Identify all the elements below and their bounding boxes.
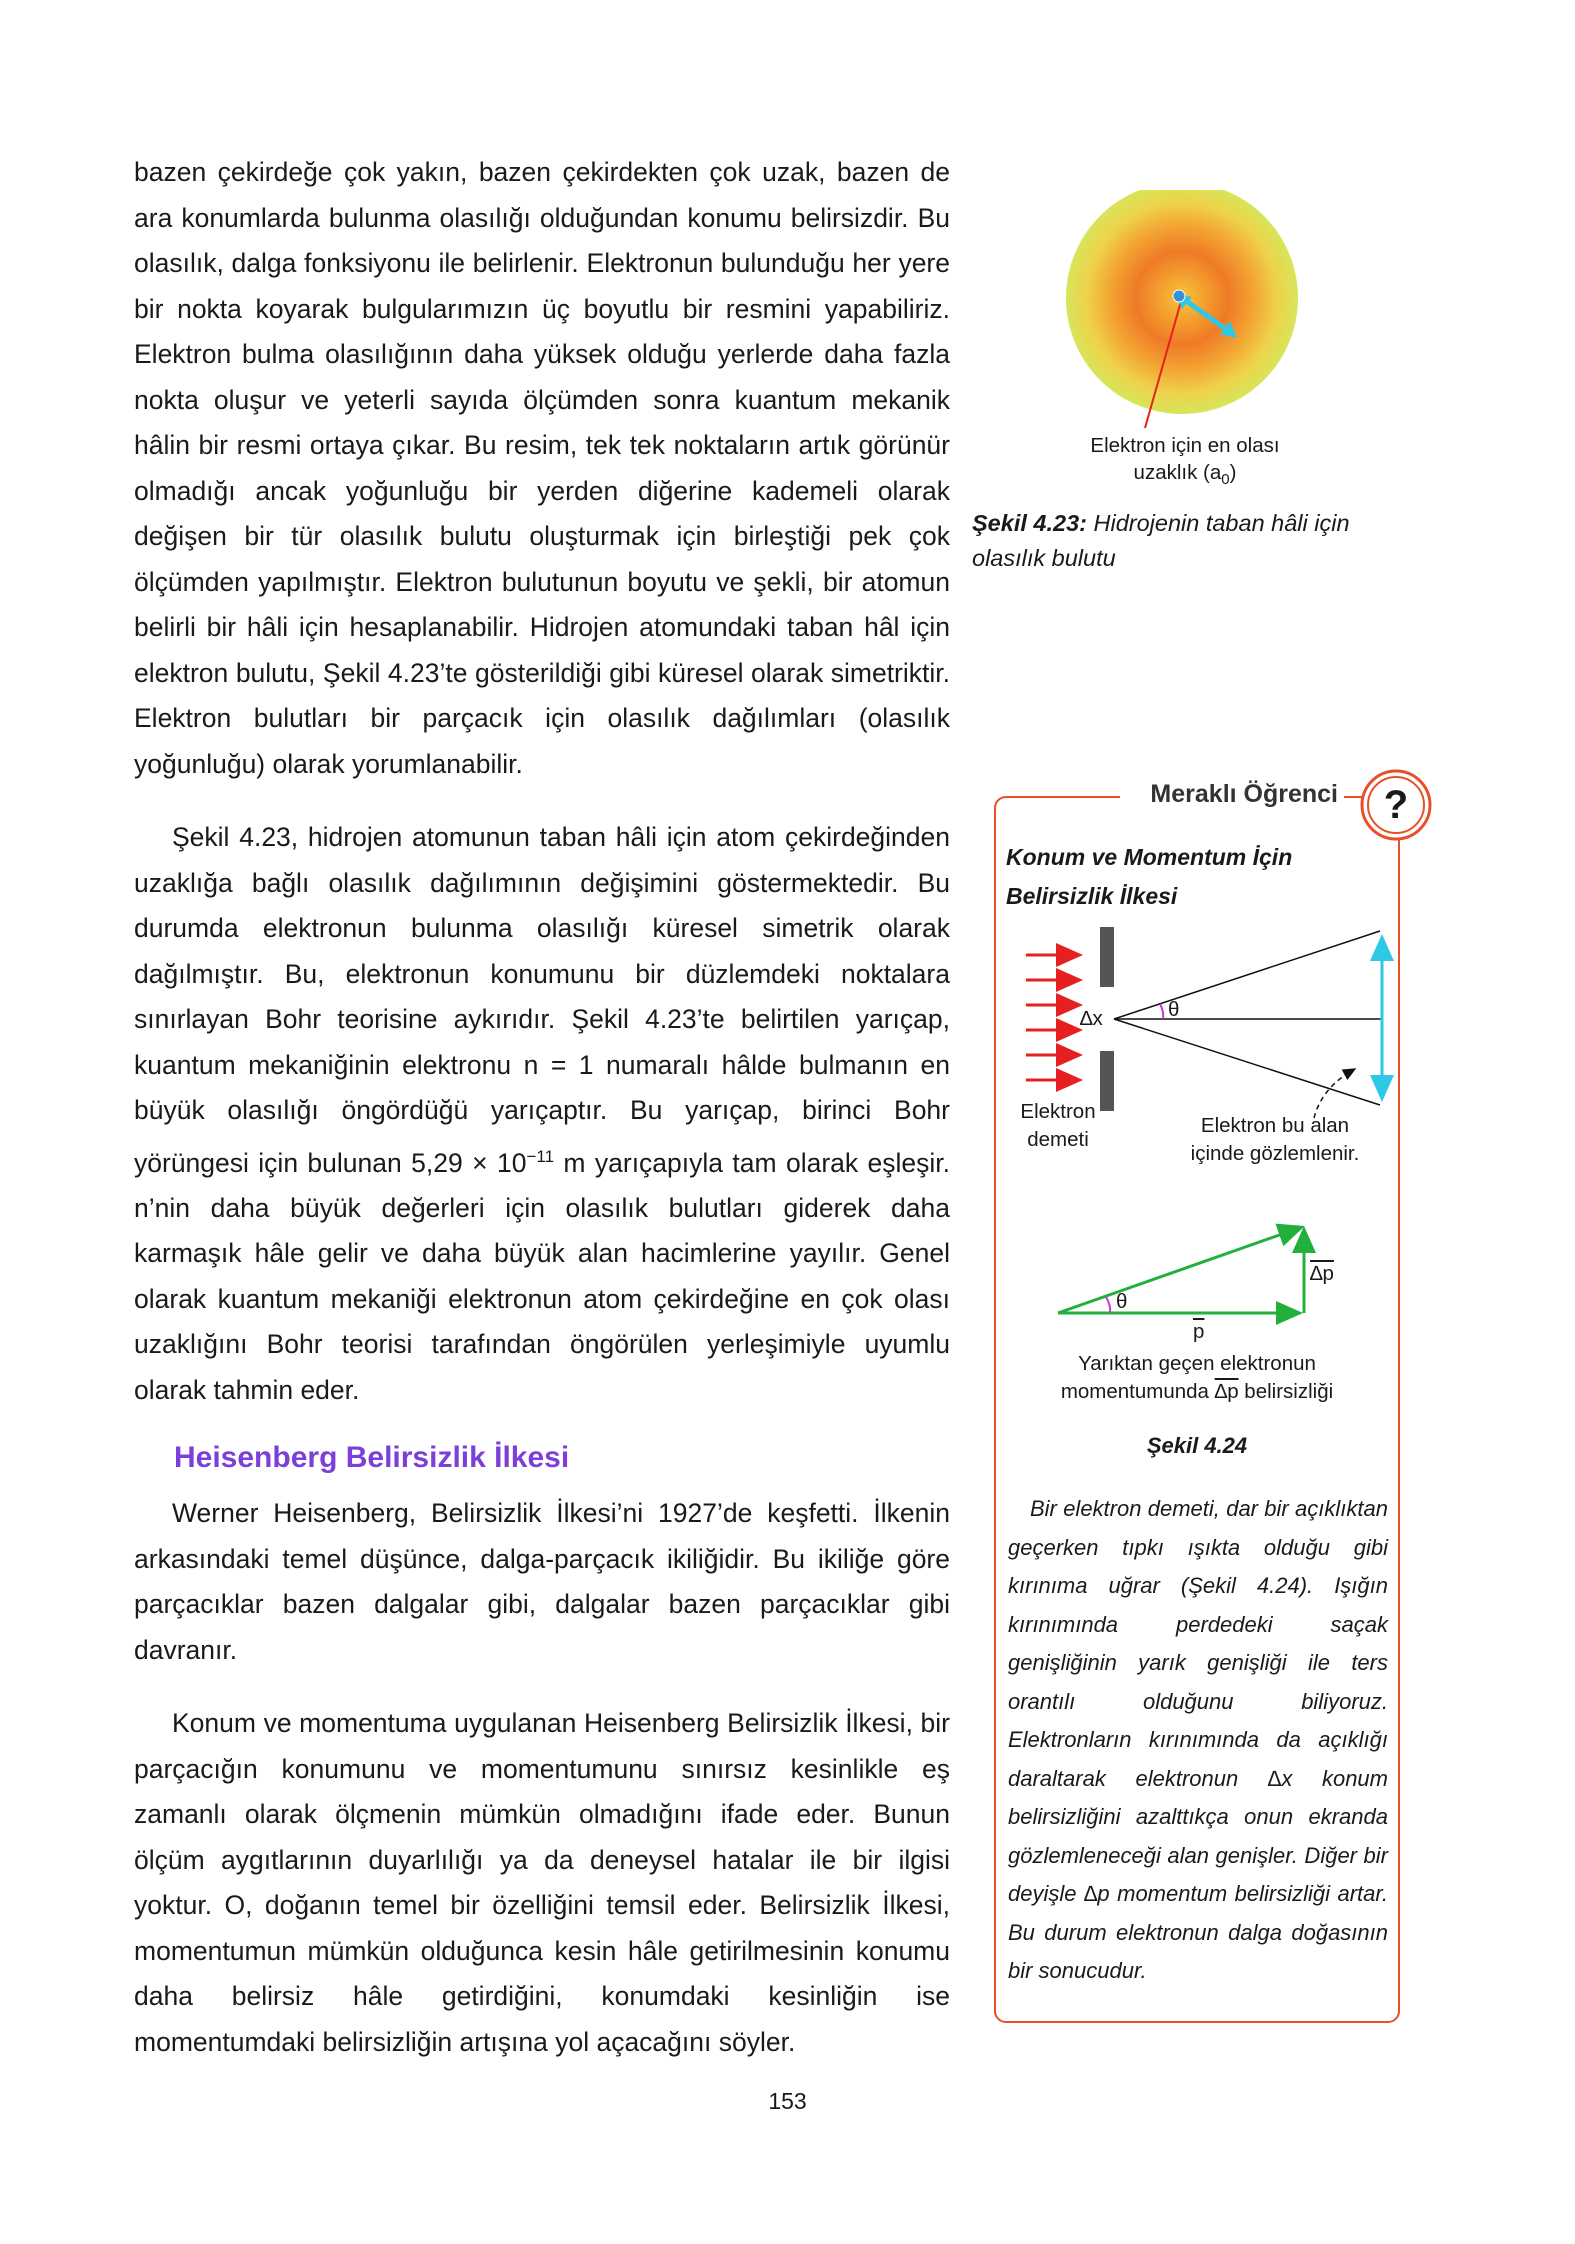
page-number: 153 xyxy=(768,2088,807,2114)
beam-line-1: Elektron xyxy=(1020,1100,1096,1123)
caption-number: Şekil 4.23: xyxy=(972,510,1087,536)
question-mark-glyph: ? xyxy=(1383,783,1409,827)
momentum-caption xyxy=(994,1350,1400,1406)
label-subscript: 0 xyxy=(1221,471,1230,489)
label-close: ) xyxy=(1229,461,1237,484)
p-label: $\overline{p}$ xyxy=(1193,1320,1205,1343)
slit-upper-wall xyxy=(1100,927,1114,987)
body-paragraph-2-part-b: m yarıçapıyla tam olarak eşleşir. n’nin daha büyük değerleri için olasılık bulutları giderek daha karmaşık hâle gelir ve daha büyük alan hacimlerine yayılır. Genel olarak kuantum mekaniği elektronun atom çekirdeğine en çok olası uzaklığını Bohr teorisi tarafından öngörülen yerleşimiyle uyumlu olarak tahmin eder. xyxy=(134,1147,951,1405)
body-paragraph-2 xyxy=(134,815,950,1413)
diffraction-lower-line xyxy=(1114,1019,1380,1105)
momentum-line-2-post: belirsizliği xyxy=(1238,1380,1334,1403)
delta-x-label: ∆x xyxy=(1080,1007,1103,1030)
exponent: −11 xyxy=(526,1146,555,1166)
subtitle-line-1: Konum ve Momentum İçin xyxy=(1006,844,1293,870)
label-line-1: Elektron için en olası xyxy=(1090,434,1280,457)
figure-4-24-caption: Şekil 4.24 xyxy=(1146,1433,1248,1458)
label-line-2-text: uzaklık (a xyxy=(1133,461,1222,484)
body-paragraph-1: bazen çekirdeğe çok yakın, bazen çekirdekten çok uzak, bazen de ara konumlarda bulunma olasılığı olduğundan konumu belirsizdir. Bu olasılık, dalga fonksiyonu ile belirlenir. Elektronun bulunduğu her yere bir nokta koyarak bulgularımızın üç boyutlu bir resmini yapabiliriz. Elektron bulma olasılığının daha yüksek olduğu yerlerde daha fazla nokta oluşur ve yeterli sayıda ölçümden sonra kuantum mekanik hâlin bir resmi ortaya çıkar. Bu resim, tek tek noktaların artık görünür olmadığı ancak yoğunluğu bir yerden diğerine kademeli olarak değişen bir tür olasılık bulutu oluşturmak için birleştiği pek çok ölçümden yapılmıştır. Elektron bulutunun boyutu ve şekli, bir atomun belirli bir hâli için hesaplanabilir. Hidrojen atomundaki taban hâl için elektron bulutu, Şekil 4.23’te gösterildiği gibi küresel olarak simetriktir. Elektron bulutları bir parçacık için olasılık dağılımları (olasılık yoğunluğu) olarak yorumlanabilir. xyxy=(134,157,950,779)
momentum-line-2-pre: momentumunda xyxy=(1060,1380,1215,1403)
region-line-2: içinde gözlemlenir. xyxy=(1190,1142,1360,1165)
question-mark-icon xyxy=(1358,767,1434,843)
theta-arc-small xyxy=(1106,1297,1110,1313)
subtitle-line-2: Belirsizlik İlkesi xyxy=(1006,883,1178,909)
curved-pointer-arrow xyxy=(1314,1069,1355,1118)
diffraction-upper-line xyxy=(1114,931,1380,1019)
body-paragraph-3: Werner Heisenberg, Belirsizlik İlkesi’ni 1927’de keşfetti. İlkenin arkasındaki temel düşünce, dalga-parçacık ikiliğidir. Bu ikiliğe göre parçacıklar bazen dalgalar gibi, dalgalar bazen parçacıklar gibi davranır. xyxy=(134,1498,950,1665)
main-text-column xyxy=(134,150,950,2093)
box-body-text: Bir elektron demeti, dar bir açıklıktan geçerken tıpkı ışıkta olduğu gibi kırınıma uğrar (Şekil 4.24). Işığın kırınımında perdedeki saçak genişliğinin yarık genişliği ile ters orantılı olduğunu biliyoruz. Elektronların kırınımında da açıklığı daraltarak elektronun ∆x konum belirsizliğini azalttıkça onun ekranda gözlemleneceği alan genişler. Diğer bir deyişle ∆p momentum belirsizliği artar. Bu durum elektronun dalga doğasının bir sonucudur. xyxy=(1008,1496,1388,1983)
theta-arc xyxy=(1160,1004,1163,1019)
figure-4-23-label xyxy=(1040,432,1330,493)
region-line-1: Elektron bu alan xyxy=(1200,1114,1350,1137)
box-title: Meraklı Öğrenci xyxy=(1120,780,1344,809)
electron-beam-arrows xyxy=(1026,955,1080,1080)
momentum-line-2-symbol: ∆p xyxy=(1214,1380,1239,1403)
body-paragraph-4: Konum ve momentuma uygulanan Heisenberg Belirsizlik İlkesi, bir parçacığın konumunu ve momentumunu sınırsız kesinlikle eş zamanlı olarak ölçmenin mümkün olmadığını ifade eder. Bunun ölçüm aygıtlarının duyarlılığı ya da deneysel hatalar ile bir ilgisi yoktur. O, doğanın temel bir özelliğini temsil eder. Belirsizlik İlkesi, momentumun mümkün olduğunca kesin hâle getirilmesinin konumu daha belirsiz hâle getirdiğini, konumdaki kesinliğin ise momentumdaki belirsizliğin artışına yol açacağını söyler. xyxy=(134,1708,950,2057)
figure-4-23-caption xyxy=(972,506,1392,576)
observation-region-label xyxy=(1160,1112,1390,1168)
nucleus xyxy=(1173,290,1185,302)
momentum-triangle-hypotenuse xyxy=(1058,1227,1302,1313)
beam-line-2: demeti xyxy=(1027,1128,1089,1151)
box-subtitle xyxy=(1006,838,1386,916)
delta-p-label: ∆p xyxy=(1310,1262,1334,1285)
theta-label-small: θ xyxy=(1116,1290,1128,1313)
section-heading: Heisenberg Belirsizlik İlkesi xyxy=(174,1441,570,1475)
momentum-line-1: Yarıktan geçen elektronun xyxy=(1078,1352,1316,1375)
label-line-2 xyxy=(1040,459,1330,493)
body-paragraph-2-part-a: Şekil 4.23, hidrojen atomunun taban hâli için atom çekirdeğinden uzaklığa bağlı olasılık dağılımının değişimini göstermektedir. Bu durumda elektronun bulunma olasılığı küresel simetrik olarak dağılmıştır. Bu, elektronun konumunu bir düzlemdeki noktalara sınırlayan Bohr teorisine aykırıdır. Şekil 4.23’te belirtilen yarıçap, kuantum mekaniğinin elektronu n = 1 numaralı hâlde bulmanın en büyük olasılığı öngördüğü yarıçaptır. Bu yarıçap, birinci Bohr yörüngesi için bulunan 5,29 × 10 xyxy=(134,822,950,1178)
momentum-line-2 xyxy=(994,1378,1400,1406)
caption-text: Hidrojenin taban hâli için olasılık bulutu xyxy=(972,510,1350,571)
theta-label: θ xyxy=(1168,998,1180,1021)
electron-beam-label xyxy=(1000,1098,1116,1154)
